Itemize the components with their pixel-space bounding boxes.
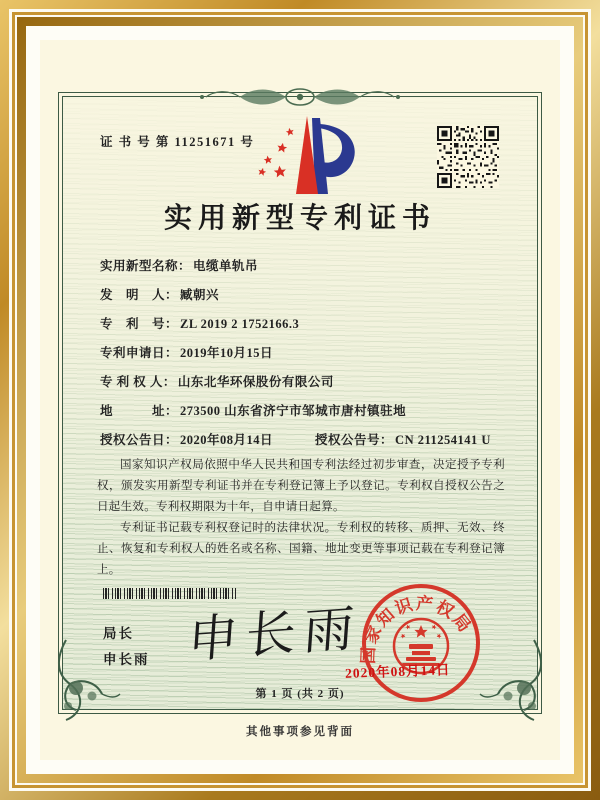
- field-value: 臧朝兴: [180, 288, 220, 302]
- certificate-number: 证 书 号 第 11251671 号: [100, 135, 255, 149]
- grant-number-label: 授权公告号：: [315, 433, 394, 447]
- seal-date: 2020年08月14日: [344, 662, 451, 681]
- field-value: 山东北华环保股份有限公司: [177, 375, 334, 389]
- director-block: [103, 621, 150, 673]
- legal-body: [97, 455, 505, 581]
- field-list: [100, 259, 508, 462]
- director-name: 申长雨: [103, 652, 150, 667]
- field-label: 地 址：: [100, 404, 179, 418]
- field-value: 2019年10月15日: [180, 346, 274, 360]
- field-address: [100, 404, 508, 419]
- field-grant-row: [100, 433, 508, 448]
- field-inventor: [100, 288, 508, 303]
- footer-note: 其他事项参见背面: [246, 726, 354, 738]
- grant-date-value: 2020年08月14日: [180, 433, 274, 447]
- director-title: 局长: [103, 626, 134, 641]
- field-label: 专利申请日：: [100, 346, 179, 360]
- field-label: 发 明 人：: [100, 288, 179, 302]
- field-application-date: [100, 346, 508, 361]
- legal-paragraph-1: 国家知识产权局依照中华人民共和国专利法经过初步审查，决定授予专利权，颁发实用新型专利证书并在专利登记簿上予以登记。专利权自授权公告之日起生效。专利权期限为十年，自申请日起算。: [97, 459, 505, 513]
- field-label: 专 利 权 人：: [100, 375, 176, 389]
- legal-paragraph-2: 专利证书记载专利权登记时的法律状况。专利权的转移、质押、无效、终止、恢复和专利权人的姓名或名称、国籍、地址变更等事项记载在专利登记簿上。: [97, 521, 505, 576]
- field-value: 电缆单轨吊: [193, 259, 259, 273]
- seal-text: 国家知识产权局: [358, 593, 476, 665]
- field-patent-number: [100, 317, 508, 332]
- director-signature: 申长雨: [185, 599, 364, 669]
- qr-code-icon: [437, 126, 499, 188]
- field-value: ZL 2019 2 1752166.3: [180, 317, 300, 331]
- field-value: 273500 山东省济宁市邹城市唐村镇驻地: [180, 404, 407, 418]
- field-utility-model-name: [100, 259, 508, 274]
- cnipa-logo-icon: [250, 110, 362, 200]
- grant-date-label: 授权公告日：: [100, 433, 179, 447]
- field-patentee: [100, 375, 508, 390]
- field-label: 专 利 号：: [100, 317, 179, 331]
- grant-number-value: CN 211254141 U: [395, 433, 491, 447]
- top-flourish-ornament: [190, 84, 410, 110]
- page-number: 第 1 页 (共 2 页): [255, 688, 345, 700]
- certificate-title: 实用新型专利证书: [163, 203, 436, 234]
- field-label: 实用新型名称：: [100, 259, 192, 273]
